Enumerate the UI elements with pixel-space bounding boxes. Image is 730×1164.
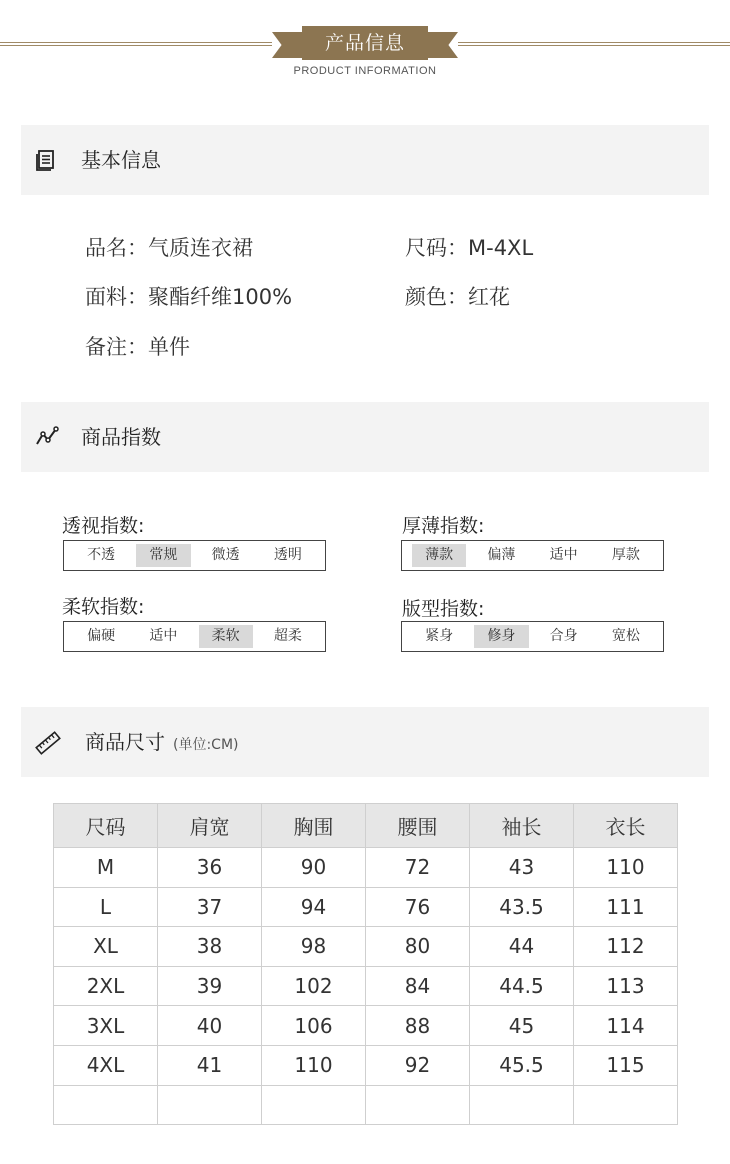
index-option: 宽松 <box>611 628 640 644</box>
table-cell: 44 <box>470 927 574 967</box>
ruler-icon <box>35 730 59 754</box>
index-title: 商品指数 <box>81 425 161 449</box>
basic-info-header <box>21 125 709 195</box>
product-note: 备注：单件 <box>85 335 190 359</box>
table-row <box>54 1045 678 1085</box>
table-cell: 110 <box>262 1045 366 1085</box>
table-cell: 98 <box>262 927 366 967</box>
table-cell: 4XL <box>54 1045 158 1085</box>
index-option: 不透 <box>87 547 116 563</box>
table-cell: 102 <box>262 966 366 1006</box>
index-option: 微透 <box>211 547 240 563</box>
product-info-banner <box>0 0 730 90</box>
table-cell <box>574 1085 678 1125</box>
table-row <box>54 927 678 967</box>
table-cell: 43 <box>470 848 574 888</box>
table-cell: 39 <box>158 966 262 1006</box>
table-cell: 114 <box>574 1006 678 1046</box>
size-header <box>21 707 709 777</box>
column-header: 腰围 <box>366 804 470 848</box>
table-cell: M <box>54 848 158 888</box>
table-cell: 72 <box>366 848 470 888</box>
index-option: 适中 <box>149 628 178 644</box>
table-cell: 76 <box>366 887 470 927</box>
banner-divider-right <box>458 42 730 46</box>
table-cell: XL <box>54 927 158 967</box>
ribbon-right-tail <box>426 32 458 58</box>
index-label: 柔软指数: <box>62 596 145 618</box>
table-cell: 110 <box>574 848 678 888</box>
column-header: 肩宽 <box>158 804 262 848</box>
product-name: 品名：气质连衣裙 <box>85 236 253 260</box>
banner-subtitle: PRODUCT INFORMATION <box>293 65 437 77</box>
fit-index <box>401 621 664 652</box>
table-cell: 3XL <box>54 1006 158 1046</box>
table-cell: L <box>54 887 158 927</box>
index-option: 超柔 <box>273 628 302 644</box>
table-cell: 38 <box>158 927 262 967</box>
column-header: 尺码 <box>54 804 158 848</box>
table-cell: 88 <box>366 1006 470 1046</box>
index-option-selected: 常规 <box>136 544 190 567</box>
index-label: 版型指数: <box>402 598 485 620</box>
table-header-row <box>54 804 678 848</box>
banner-title: 产品信息 <box>302 26 428 60</box>
table-row <box>54 966 678 1006</box>
index-label: 透视指数: <box>62 515 145 537</box>
table-cell: 111 <box>574 887 678 927</box>
table-cell <box>470 1085 574 1125</box>
ribbon-left-tail <box>272 32 304 58</box>
table-cell: 44.5 <box>470 966 574 1006</box>
table-row <box>54 848 678 888</box>
table-cell <box>54 1085 158 1125</box>
table-cell: 45 <box>470 1006 574 1046</box>
index-option: 透明 <box>273 547 302 563</box>
table-cell <box>366 1085 470 1125</box>
thickness-index <box>401 540 664 571</box>
table-cell: 94 <box>262 887 366 927</box>
table-cell: 92 <box>366 1045 470 1085</box>
index-option: 适中 <box>549 547 578 563</box>
table-cell: 106 <box>262 1006 366 1046</box>
index-option: 偏硬 <box>87 628 116 644</box>
table-cell: 115 <box>574 1045 678 1085</box>
product-color: 颜色：红花 <box>405 285 510 309</box>
table-cell: 43.5 <box>470 887 574 927</box>
table-row <box>54 1006 678 1046</box>
table-cell: 112 <box>574 927 678 967</box>
table-cell <box>262 1085 366 1125</box>
product-fabric: 面料：聚酯纤维100% <box>85 285 293 309</box>
table-cell: 40 <box>158 1006 262 1046</box>
index-option: 偏薄 <box>487 547 516 563</box>
size-title-text: 商品尺寸 <box>85 730 165 754</box>
table-cell: 80 <box>366 927 470 967</box>
index-option-selected: 柔软 <box>199 625 253 648</box>
column-header: 胸围 <box>262 804 366 848</box>
softness-index <box>63 621 326 652</box>
table-cell: 45.5 <box>470 1045 574 1085</box>
product-size-range: 尺码：M-4XL <box>405 236 534 260</box>
index-option: 紧身 <box>425 628 454 644</box>
table-cell: 37 <box>158 887 262 927</box>
size-title <box>85 707 239 780</box>
table-cell: 2XL <box>54 966 158 1006</box>
size-table <box>53 803 678 1125</box>
table-row <box>54 887 678 927</box>
table-cell: 90 <box>262 848 366 888</box>
index-label: 厚薄指数: <box>402 515 485 537</box>
table-cell: 113 <box>574 966 678 1006</box>
index-header <box>21 402 709 472</box>
table-cell: 36 <box>158 848 262 888</box>
document-list-icon <box>35 148 59 172</box>
basic-info-title: 基本信息 <box>81 148 161 172</box>
trend-line-icon <box>35 425 59 449</box>
index-option-selected: 修身 <box>474 625 528 648</box>
size-unit: (单位:CM) <box>173 737 239 753</box>
table-cell <box>158 1085 262 1125</box>
table-cell: 84 <box>366 966 470 1006</box>
column-header: 袖长 <box>470 804 574 848</box>
table-row-empty <box>54 1085 678 1125</box>
column-header: 衣长 <box>574 804 678 848</box>
index-option: 厚款 <box>611 547 640 563</box>
banner-divider-left <box>0 42 272 46</box>
transparency-index <box>63 540 326 571</box>
index-option-selected: 薄款 <box>412 544 466 567</box>
table-cell: 41 <box>158 1045 262 1085</box>
index-option: 合身 <box>549 628 578 644</box>
